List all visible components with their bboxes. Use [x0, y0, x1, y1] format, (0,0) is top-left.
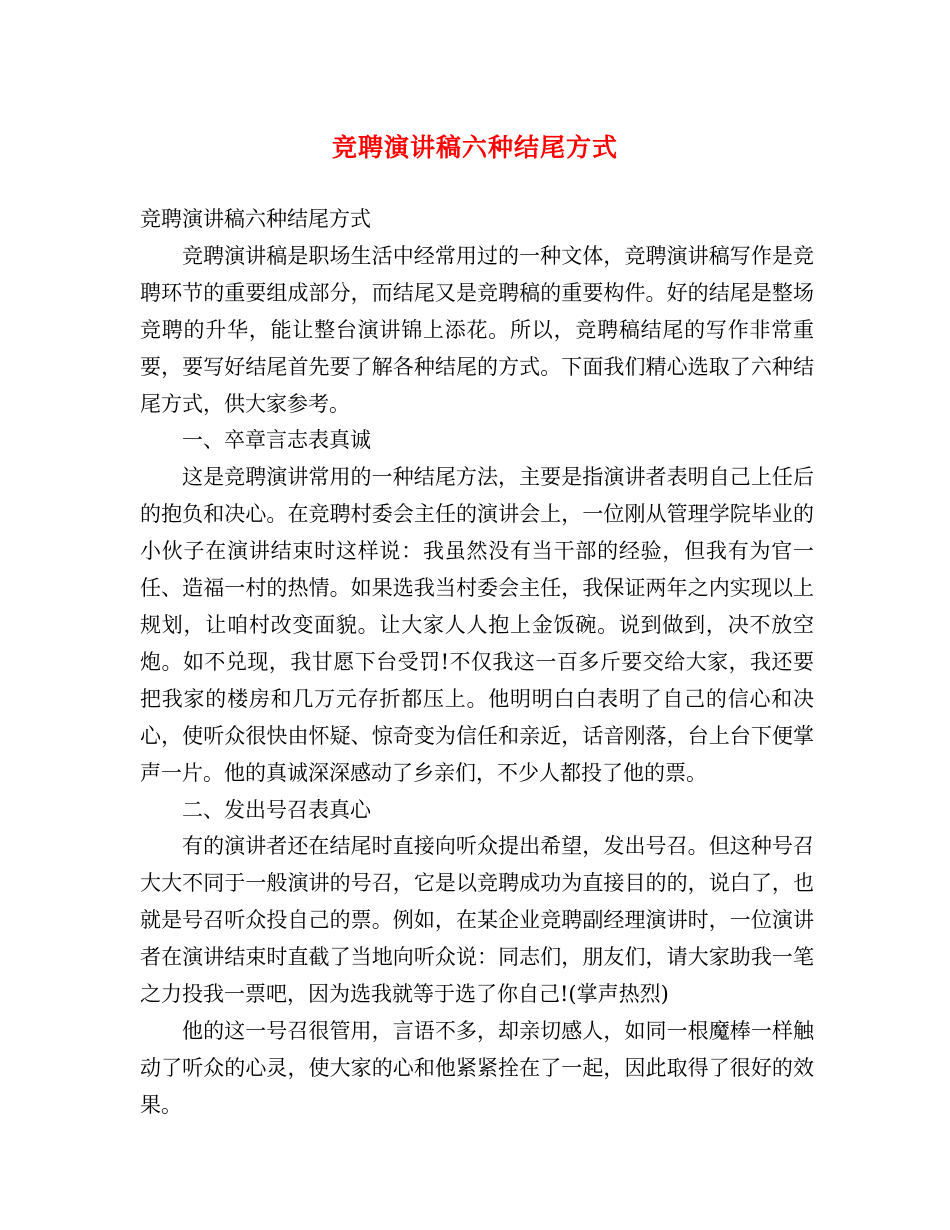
- document-subtitle: 竞聘演讲稿六种结尾方式: [140, 207, 371, 231]
- paragraph-intro: 竞聘演讲稿是职场生活中经常用过的一种文体，竞聘演讲稿写作是竞聘环节的重要组成部分，而结尾又是竞聘稿的重要构件。好的结尾是整场竞聘的升华，能让整台演讲锦上添花。所以，竞聘稿结尾的写作非常重要，要写好结尾首先要了解各种结尾的方式。下面我们精心选取了六种结尾方式，供大家参考。: [140, 243, 814, 416]
- document-title: 竞聘演讲稿六种结尾方式: [331, 133, 618, 162]
- section-heading-2: 二、发出号召表真心: [182, 797, 371, 822]
- section-heading-1: 一、卒章言志表真诚: [182, 428, 371, 453]
- paragraph-section-2-followup: 他的这一号召很管用，言语不多，却亲切感人，如同一根魔棒一样触动了听众的心灵，使大家的心和他紧紧拴在了一起，因此取得了很好的效果。: [140, 1018, 814, 1117]
- document-body: [140, 201, 814, 1124]
- paragraph-section-2: 有的演讲者还在结尾时直接向听众提出希望，发出号召。但这种号召大大不同于一般演讲的号召，它是以竞聘成功为直接目的的，说白了，也就是号召听众投自己的票。例如，在某企业竞聘副经理演讲时，一位演讲者在演讲结束时直截了当地向听众说：同志们，朋友们，请大家助我一笔之力投我一票吧，因为选我就等于选了你自己!(掌声热烈): [140, 834, 814, 1007]
- paragraph-section-1: 这是竞聘演讲常用的一种结尾方法，主要是指演讲者表明自己上任后的抱负和决心。在竞聘村委会主任的演讲会上，一位刚从管理学院毕业的小伙子在演讲结束时这样说：我虽然没有当干部的经验，但我有为官一任、造福一村的热情。如果选我当村委会主任，我保证两年之内实现以上规划，让咱村改变面貌。让大家人人抱上金饭碗。说到做到，决不放空炮。如不兑现，我甘愿下台受罚!不仅我这一百多斤要交给大家，我还要把我家的楼房和几万元存折都压上。他明明白白表明了自己的信心和决心，使听众很快由怀疑、惊奇变为信任和亲近，话音刚落，台上台下便掌声一片。他的真诚深深感动了乡亲们，不少人都投了他的票。: [140, 465, 814, 785]
